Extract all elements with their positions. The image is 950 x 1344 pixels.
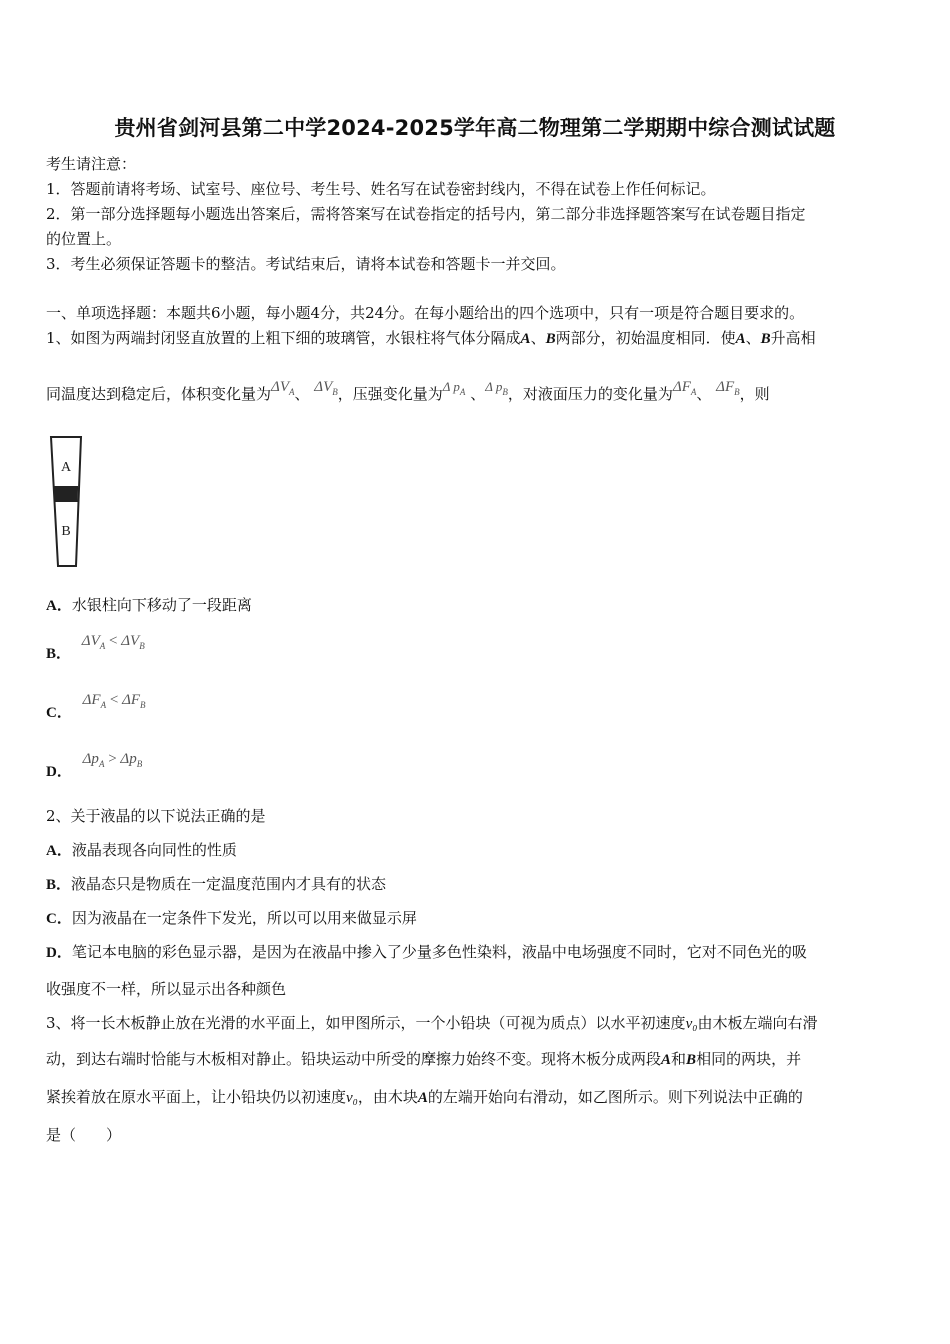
delta-va: $\Delta V_A$ (271, 379, 295, 397)
delta-vb: $\Delta V_B$ (314, 379, 338, 397)
delta-pa: Δ $p_A$ (442, 379, 466, 397)
q3-stem-line2: 动，到达右端时恰能与木板相对静止。铅块运动中所受的摩擦力始终不变。现将木板分成两段A和B相同的两块，并 (46, 1050, 802, 1068)
tube-label-a: A (60, 460, 72, 475)
section-heading: 一、单项选择题：本题共6小题，每小题4分，共24分。在每小题给出的四个选项中，只有一项是符合题目要求的。 (46, 304, 805, 322)
delta-fa: $\Delta F_A$ (672, 379, 697, 397)
q3-stem-line4: 是（ ） (46, 1126, 122, 1144)
q2-stem: 2、关于液晶的以下说法正确的是 (46, 807, 266, 825)
notice-item-3: 3．考生必须保证答题卡的整洁。考试结束后，请将本试卷和答题卡一并交回。 (46, 255, 566, 273)
q2-option-d: D．笔记本电脑的彩色显示器，是因为在液晶中掺入了少量多色性染料，液晶中电场强度不同时，它对不同色光的吸 (46, 943, 807, 961)
q1-option-a: A．水银柱向下移动了一段距离 (46, 596, 252, 614)
delta-fb: $\Delta F_B$ (716, 379, 740, 397)
notice-item-2: 2．第一部分选择题每小题选出答案后，需将答案写在试卷指定的括号内，第二部分非选择题答案写在试卷题目指定 (46, 205, 806, 223)
delta-pb: Δ $p_B$ (485, 379, 508, 397)
q1-stem-line2: 同温度达到稳定后，体积变化量为$\Delta V_A$、 $\Delta V_B$，压强变化量为Δ $p_A$ 、Δ $p_B$，对液面压力的变化量为$\Delta F_A$、 $\Delta F_B$，则 (46, 379, 770, 403)
q1-option-b-formula: $\Delta V_A < \Delta V_B$ (81, 633, 145, 651)
q1-option-c: C． $\Delta F_A < \Delta F_B$ (46, 692, 146, 721)
q1-option-d-formula: $\Delta p_A > \Delta p_B$ (82, 751, 143, 769)
tube-label-b: B (61, 524, 71, 539)
notice-item-2-cont: 的位置上。 (46, 230, 122, 248)
q1-option-b: B． $\Delta V_A < \Delta V_B$ (46, 633, 145, 662)
q2-option-d-cont: 收强度不一样，所以显示出各种颜色 (46, 980, 287, 998)
notice-heading: 考生请注意： (46, 155, 137, 173)
q1-option-c-formula: $\Delta F_A < \Delta F_B$ (82, 692, 146, 710)
glass-tube-figure (48, 434, 88, 572)
q1-option-d: D． $\Delta p_A > \Delta p_B$ (46, 751, 143, 780)
q3-stem-line3: 紧挨着放在原水平面上，让小铅块仍以初速度v₀，由木块A的左端开始向右滑动，如乙图所示。则下列说法中正确的 (46, 1088, 803, 1106)
q2-option-b: B．液晶态只是物质在一定温度范围内才具有的状态 (46, 875, 387, 893)
q3-stem-line1: 3、将一长木板静止放在光滑的水平面上，如甲图所示，一个小铅块（可视为质点）以水平初速度v₀由木板左端向右滑 (46, 1014, 818, 1032)
notice-item-1: 1．答题前请将考场、试室号、座位号、考生号、姓名写在试卷密封线内，不得在试卷上作任何标记。 (46, 180, 716, 198)
q2-option-a: A．液晶表现各向同性的性质 (46, 841, 237, 859)
q2-option-c: C．因为液晶在一定条件下发光，所以可以用来做显示屏 (46, 909, 417, 927)
q1-stem-line1: 1、如图为两端封闭竖直放置的上粗下细的玻璃管，水银柱将气体分隔成A、B两部分，初始温度相同．使A、B升高相 (46, 329, 816, 347)
mercury-column (54, 486, 78, 502)
page-title: 贵州省剑河县第二中学2024-2025学年高二物理第二学期期中综合测试试题 (114, 116, 836, 140)
